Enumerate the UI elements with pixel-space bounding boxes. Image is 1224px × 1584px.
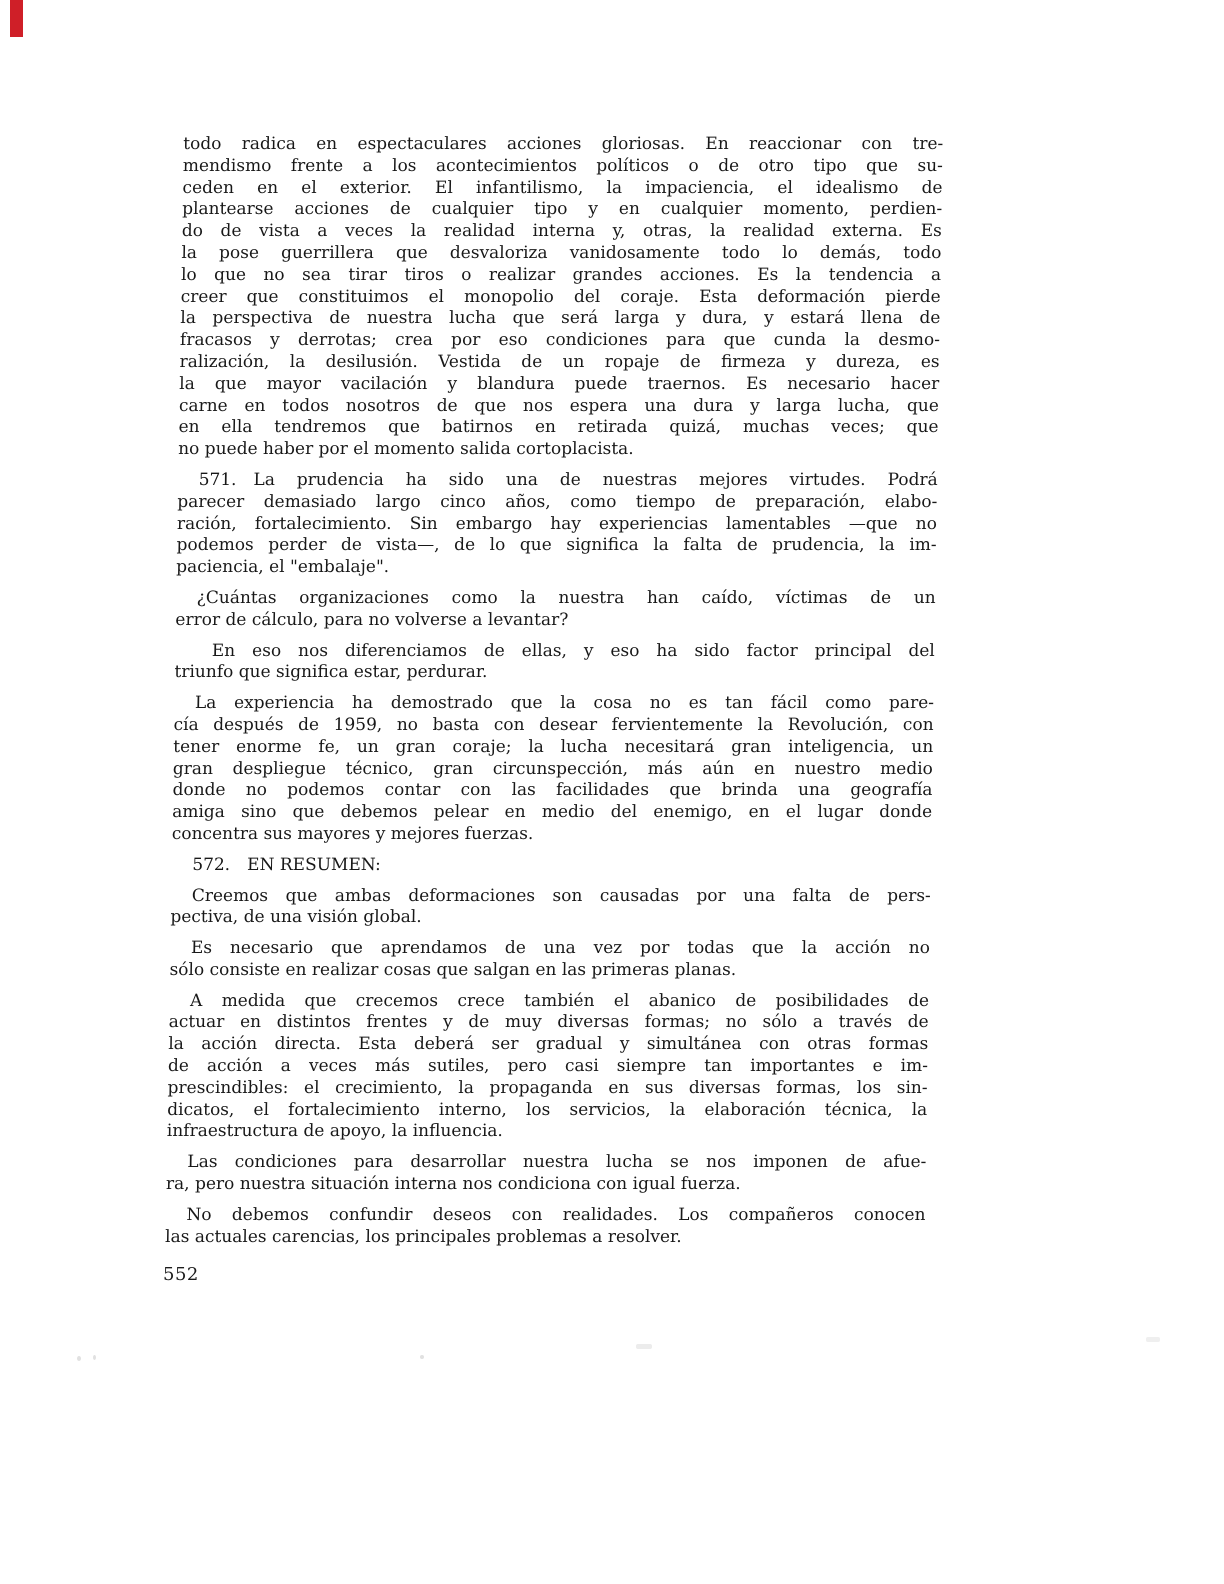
text-line: Es necesario que aprendamos de una vez por todas que la acción no: [190, 938, 931, 959]
text-line: triunfo que significa estar, perdurar.: [174, 662, 488, 683]
text-line: No debemos confundir deseos con realidades. Los compañeros conocen: [186, 1204, 926, 1225]
paragraph: [176, 470, 938, 579]
text-line: parecer demasiado largo cinco años, como tiempo de preparación, elabo-: [177, 491, 938, 512]
text-line: actuar en distintos frentes y de muy diversas formas; no sólo a través de: [168, 1012, 929, 1033]
scan-speck: [636, 1344, 652, 1349]
text-line: lo que no sea tirar tiros o realizar grandes acciones. Es la tendencia a: [180, 264, 942, 285]
text-line: Las condiciones para desarrollar nuestra lucha se nos imponen de afue-: [187, 1152, 927, 1173]
text-line: donde no podemos contar con las facilidades que brinda una geografía: [172, 780, 933, 801]
text-line: 572. EN RESUMEN:: [192, 854, 382, 875]
scan-speck: [93, 1355, 96, 1360]
paragraph: [171, 855, 931, 877]
text-line: ralización, la desilusión. Vestida de un ropaje de firmeza y dureza, es: [179, 351, 940, 372]
text-line: prescindibles: el crecimiento, la propaganda en sus diversas formas, los sin-: [167, 1077, 928, 1098]
scan-speck: [420, 1355, 424, 1359]
paragraph: [175, 588, 936, 632]
text-line: todo radica en espectaculares acciones gloriosas. En reaccionar con tre-: [183, 134, 944, 154]
paragraph: [167, 991, 930, 1144]
text-line: ¿Cuántas organizaciones como la nuestra han caído, víctimas de un: [196, 587, 936, 608]
paragraph: [166, 1152, 927, 1196]
text-line: la perspectiva de nuestra lucha que será larga y dura, y estará llena de: [180, 308, 941, 329]
text-line: no puede haber por el momento salida cortoplacista.: [178, 439, 634, 460]
text-line: plantearse acciones de cualquier tipo y en cualquier momento, perdien-: [181, 199, 943, 220]
text-line: ra, pero nuestra situación interna nos condiciona con igual fuerza.: [165, 1174, 741, 1195]
text-line: sólo consiste en realizar cosas que salgan en las primeras planas.: [169, 959, 737, 980]
text-line: mendismo frente a los acontecimientos políticos o de otro tipo que su-: [182, 155, 944, 176]
scan-speck: [77, 1356, 81, 1361]
text-line: las actuales carencias, los principales problemas a resolver.: [164, 1226, 682, 1247]
text-line: creer que constituimos el monopolio del coraje. Esta deformación pierde: [180, 286, 941, 307]
text-line: la que mayor vacilación y blandura puede traernos. Es necesario hacer: [179, 373, 940, 394]
text-line: error de cálculo, para no volverse a levantar?: [175, 609, 569, 630]
paragraph: [178, 134, 943, 461]
text-line: La experiencia ha demostrado que la cosa no es tan fácil como pare-: [194, 693, 935, 714]
text-line: de acción a veces más sutiles, pero casi siempre tan importantes e im-: [167, 1056, 929, 1077]
paragraph: [165, 1205, 926, 1249]
text-line: en ella tendremos que batirnos en retirada quizá, muchas veces; que: [178, 417, 939, 438]
text-line: paciencia, el "embalaje".: [176, 557, 390, 578]
text-line: En eso nos diferenciamos de ellas, y eso ha sido factor principal del: [211, 640, 936, 661]
text-line: gran despliegue técnico, gran circunspección, más aún en nuestro medio: [172, 758, 934, 779]
red-edge-mark: [10, 0, 23, 37]
text-line: concentra sus mayores y mejores fuerzas.: [171, 823, 534, 844]
paragraph: [172, 693, 935, 846]
text-line: ceden en el exterior. El infantilismo, la impaciencia, el idealismo de: [182, 177, 943, 198]
paragraph: [170, 886, 931, 930]
text-line: dicatos, el fortalecimiento interno, los servicios, la elaboración técnica, la: [167, 1099, 928, 1120]
text-line: ración, fortalecimiento. Sin embargo hay experiencias lamentables —que no: [176, 513, 938, 534]
text-line: la acción directa. Esta deberá ser gradual y simultánea con otras formas: [168, 1034, 929, 1055]
page-text: [165, 134, 943, 1248]
paragraph: [174, 641, 935, 685]
text-line: 571. La prudencia ha sido una de nuestras mejores virtudes. Podrá: [198, 469, 938, 490]
text-line: infraestructura de apoyo, la influencia.: [166, 1121, 504, 1142]
text-line: Creemos que ambas deformaciones son causadas por una falta de pers-: [191, 885, 931, 906]
text-line: podemos perder de vista—, de lo que significa la falta de prudencia, la im-: [176, 535, 937, 556]
text-line: A medida que crecemos crece también el abanico de posibilidades de: [189, 990, 930, 1011]
paragraph: [169, 938, 930, 982]
page-number: 552: [163, 1264, 199, 1285]
text-line: fracasos y derrotas; crea por eso condiciones para que cunda la desmo-: [179, 330, 941, 351]
text-line: la pose guerrillera que desvaloriza vanidosamente todo lo demás, todo: [181, 242, 942, 263]
text-line: carne en todos nosotros de que nos espera una dura y larga lucha, que: [178, 395, 940, 416]
text-line: do de vista a veces la realidad interna y, otras, la realidad externa. Es: [181, 221, 942, 242]
text-line: pectiva, de una visión global.: [170, 907, 422, 928]
text-line: tener enorme fe, un gran coraje; la lucha necesitará gran inteligencia, un: [173, 736, 934, 757]
text-line: amiga sino que debemos pelear en medio del enemigo, en el lugar donde: [171, 802, 933, 823]
scan-speck: [1146, 1337, 1160, 1342]
text-line: cía después de 1959, no basta con desear fervientemente la Revolución, con: [173, 714, 934, 735]
